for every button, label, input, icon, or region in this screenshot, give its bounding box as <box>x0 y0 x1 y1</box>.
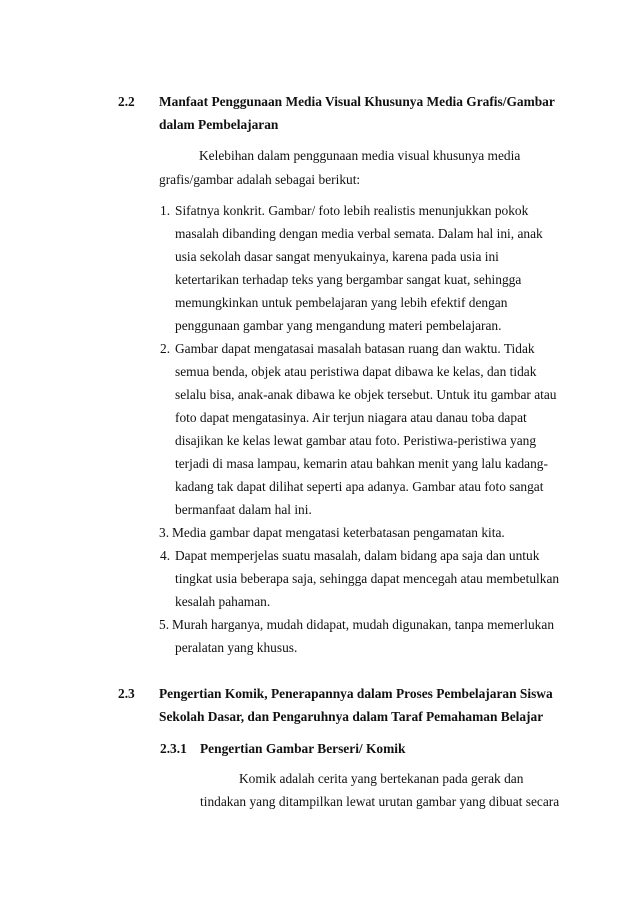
section-2-3-title-line1: Pengertian Komik, Penerapannya dalam Proses Pembelajaran Siswa <box>159 686 553 701</box>
list-marker-3: 3. <box>159 525 170 540</box>
list-item-2-line4: foto dapat mengatasinya. Air terjun niagara atau danau toba dapat <box>175 410 527 425</box>
list-item-2-line5: disajikan ke kelas lewat gambar atau foto. Peristiwa-peristiwa yang <box>175 433 537 448</box>
list-item-1-line4: ketertarikan terhadap teks yang bergambar sangat kuat, sehingga <box>175 272 522 287</box>
list-marker-1: 1. <box>160 203 171 218</box>
list-marker-2: 2. <box>160 341 171 356</box>
intro-line2: grafis/gambar adalah sebagai berikut: <box>159 172 361 187</box>
list-item-2-line6: terjadi di masa lampau, kemarin atau bahkan menit yang lalu kadang- <box>175 456 548 471</box>
list-item-4-line2: tingkat usia beberapa saja, sehingga dapat mencegah atau membetulkan <box>175 571 560 586</box>
list-item-4-line3: kesalah pahaman. <box>175 594 271 609</box>
list-item-3-line1: Media gambar dapat mengatasi keterbatasan pengamatan kita. <box>172 525 505 540</box>
list-item-2-line2: semua benda, objek atau peristiwa dapat dibawa ke kelas, dan tidak <box>175 364 537 379</box>
list-item-2-line7: kadang tak dapat dilihat seperti apa adanya. Gambar atau foto sangat <box>175 479 544 494</box>
section-2-2-title-line2: dalam Pembelajaran <box>159 117 279 132</box>
section-2-3-number: 2.3 <box>118 686 135 701</box>
list-item-1-line2: masalah dibanding dengan media verbal semata. Dalam hal ini, anak <box>175 226 543 241</box>
section-2-3-1-title: Pengertian Gambar Berseri/ Komik <box>200 741 406 756</box>
list-marker-4: 4. <box>160 548 171 563</box>
section-2-3-1-para-line1: Komik adalah cerita yang bertekanan pada gerak dan <box>239 771 524 786</box>
list-item-1-line3: usia sekolah dasar sangat menyukainya, karena pada usia ini <box>175 249 499 264</box>
list-item-1-line1: Sifatnya konkrit. Gambar/ foto lebih realistis menunjukkan pokok <box>175 203 529 218</box>
section-2-3-1-para-line2: tindakan yang ditampilkan lewat urutan gambar yang dibuat secara <box>200 794 560 809</box>
list-item-2-line3: selalu bisa, anak-anak dibawa ke objek tersebut. Untuk itu gambar atau <box>175 387 557 402</box>
section-2-3-title-line2: Sekolah Dasar, dan Pengaruhnya dalam Taraf Pemahaman Belajar <box>159 709 544 724</box>
intro-line1: Kelebihan dalam penggunaan media visual khusunya media <box>199 148 521 163</box>
list-item-1-line5: memungkinkan untuk pembelajaran yang lebih efektif dengan <box>175 295 508 310</box>
section-2-2-number: 2.2 <box>118 94 135 109</box>
list-item-5-line2: peralatan yang khusus. <box>175 640 298 655</box>
list-item-2-line1: Gambar dapat mengatasai masalah batasan ruang dan waktu. Tidak <box>175 341 535 356</box>
list-marker-5: 5. <box>159 617 170 632</box>
section-2-3-1-number: 2.3.1 <box>160 741 187 756</box>
section-2-2-title-line1: Manfaat Penggunaan Media Visual Khusunya Media Grafis/Gambar <box>159 94 555 109</box>
list-item-2-line8: bermanfaat dalam hal ini. <box>175 502 312 517</box>
list-item-1-line6: penggunaan gambar yang mengandung materi pembelajaran. <box>175 318 502 333</box>
list-item-5-line1: Murah harganya, mudah didapat, mudah digunakan, tanpa memerlukan <box>172 617 555 632</box>
list-item-4-line1: Dapat memperjelas suatu masalah, dalam bidang apa saja dan untuk <box>175 548 540 563</box>
